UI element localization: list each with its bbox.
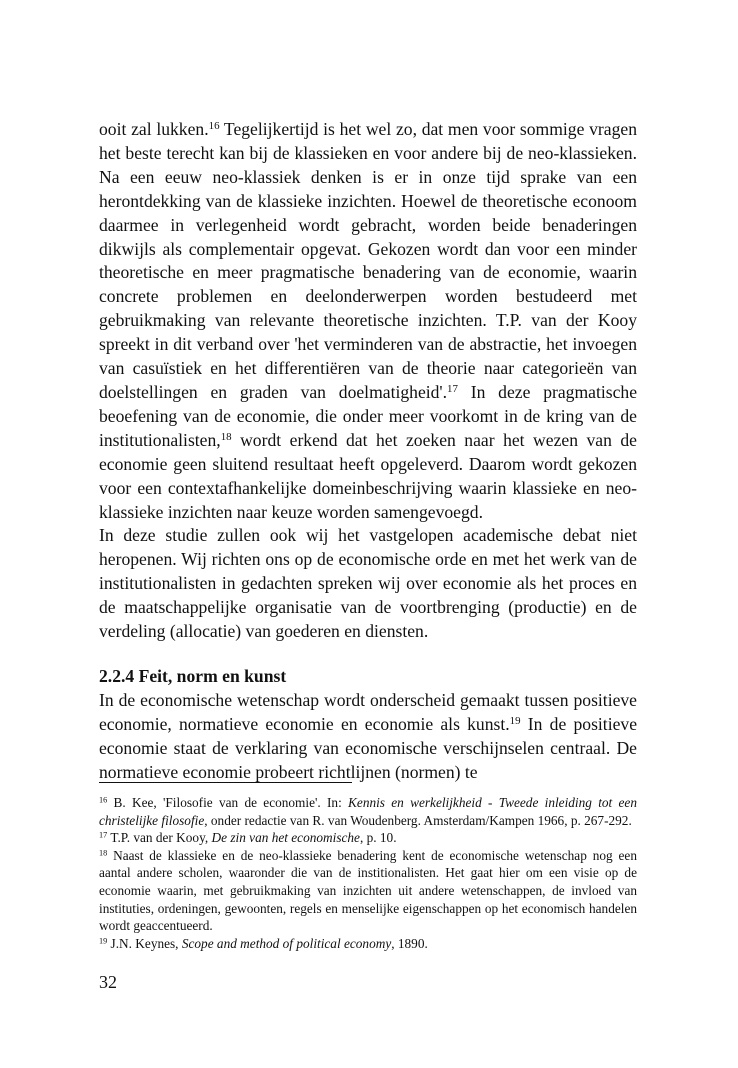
- italic-title: Kennis en werkelijkheid - Tweede inleiding tot een christelijke filosofie: [99, 795, 637, 828]
- footnote-marker: 17: [99, 830, 108, 840]
- footnote-marker: 19: [509, 714, 521, 727]
- text-run: In de positieve economie staat de verklaring van economische verschijnselen centraal. De normatieve economie probeert richtlijnen (normen) te: [99, 713, 637, 782]
- text-run: In de economische wetenschap wordt onderscheid gemaakt tussen positieve economie, normatieve economie en economie als kunst.: [99, 689, 637, 734]
- footnote-marker: 19: [99, 936, 108, 946]
- text-run: Naast de klassieke en de neo-klassieke benadering kent de economische wetenschap nog een aantal andere scholen, waaronder die van de institionalisten. Het gaat hier om een visie op de economie waarin, met gebruikmaking van inzichten uit andere wetenschappen, de invloed van instituties, ordeningen, gewoonten, regels en menselijke eigenschappen op het economisch handelen wordt geaccentueerd.: [99, 847, 637, 934]
- footnote-divider: [99, 782, 352, 783]
- text-run: In deze pragmatische beoefening van de economie, die onder meer voorkomt in de kring van de institutionalisten,: [99, 381, 638, 450]
- italic-title: De zin van het economische: [211, 830, 360, 846]
- text-run: T.P. van der Kooy,: [107, 830, 212, 846]
- footnote-marker: 18: [220, 430, 232, 443]
- footnotes: [99, 794, 637, 952]
- footnote-marker: 18: [99, 848, 108, 858]
- section-2-2-4: [99, 665, 637, 785]
- text-run: wordt erkend dat het zoeken naar het wezen van de economie geen sluitend resultaat heeft opgeleverd. Daarom wordt gekozen voor een contextafhankelijke domeinbeschrijving waarin klassieke en neo-klassieke inzichten naar keuze worden samengevoegd.: [99, 429, 637, 522]
- text-run: , onder redactie van R. van Woudenberg. Amsterdam/Kampen 1966, p. 267-292.: [204, 812, 632, 828]
- footnote-19: [99, 935, 637, 953]
- main-text: [99, 118, 637, 784]
- section-heading: 2.2.4 Feit, norm en kunst: [99, 665, 287, 686]
- footnote-marker: 16: [208, 120, 220, 132]
- text-run: In deze studie zullen ook wij het vastgelopen academische debat niet heropenen. Wij richten ons op de economische orde en met het werk van de institutionalisten in gedachten spreken wij over economie als het proces en de maatschappelijke organisatie van de voortbrenging (productie) en de verdeling (allocatie) van goederen en diensten.: [99, 525, 637, 642]
- text-run: , 1890.: [391, 935, 428, 951]
- footnote-marker: 17: [447, 382, 458, 395]
- italic-title: Scope and method of political economy: [181, 935, 392, 951]
- footnote-18: [99, 847, 637, 935]
- footnote-17: [99, 829, 637, 847]
- text-run: J.N. Keynes,: [107, 935, 182, 951]
- footnote-16: [99, 794, 637, 829]
- text-run: B. Kee, 'Filosofie van de economie'. In:: [107, 795, 349, 810]
- section-paragraph: [99, 689, 637, 785]
- page-body: [99, 118, 637, 784]
- page-number: 32: [99, 972, 117, 992]
- paragraph-1: [99, 118, 637, 524]
- text-run: , p. 10.: [359, 830, 397, 846]
- footnote-marker: 16: [99, 795, 108, 805]
- text-run: Tegelijkertijd is het wel zo, dat men voor sommige vragen het beste terecht kan bij de klassieken en voor andere bij de neo-klassieken. Na een eeuw neo-klassiek denken is er in onze tijd sprake van een herontdekking van de klassieke inzichten. Hoewel de theoretische econoom daarmee in verlegenheid wordt gebracht, worden beide benaderingen dikwijls als complementair opgevat. Gekozen wordt dan voor een minder theoretische en meer pragmatische benadering van de economie, waarin concrete problemen en deelonderwerpen worden bestudeerd met gebruikmaking van relevante theoretische inzichten. T.P. van der Kooy spreekt in dit verband over 'het verminderen van de abstractie, het invoegen van casuïstiek en het differentiëren van de theorie naar categorieën van doelstellingen en graden van doelmatigheid'.: [99, 119, 637, 402]
- text-run: ooit zal lukken.: [99, 119, 209, 139]
- paragraph-2: [99, 524, 637, 644]
